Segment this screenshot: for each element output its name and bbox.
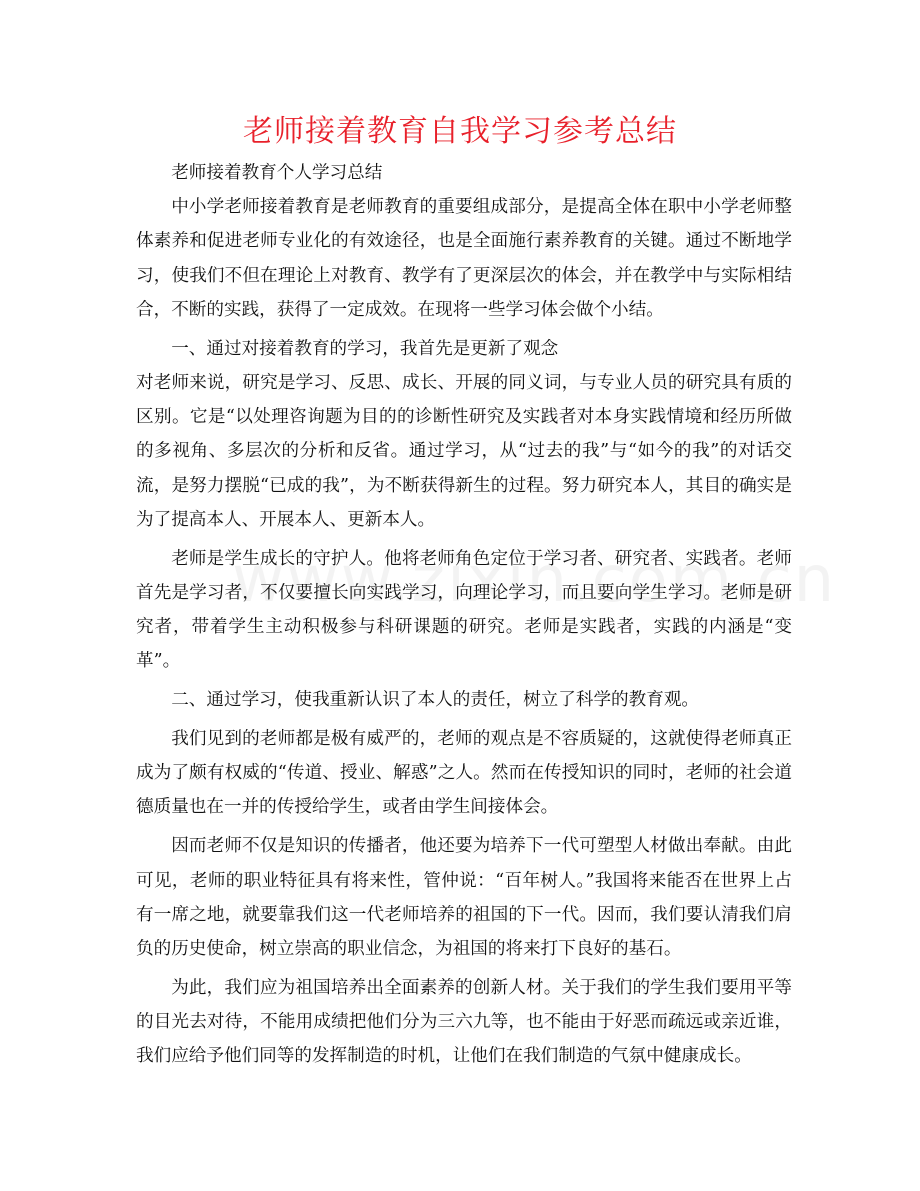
document-title: 老师接着教育自我学习参考总结 [243, 114, 677, 149]
body-paragraph: 为此，我们应为祖国培养出全面素养的创新人材。关于我们的学生我们要用平等的目光去对待，不能用成绩把他们分为三六九等，也不能由于好恶而疏远或亲近谁，我们应给予他们同等的发挥制造的时机，让他们在我们制造的气氛中健康成长。 [136, 977, 792, 1067]
body-paragraph: 中小学老师接着教育是老师教育的重要组成部分，是提高全体在职中小学老师整体素养和促进老师专业化的有效途径，也是全面施行素养教育的关键。通过不断地学习，使我们不但在理论上对教育、教学有了更深层次的体会，并在教学中与实际相结合，不断的实践，获得了一定成效。在现将一些学习体会做个小结。 [136, 197, 792, 320]
section-heading-2: 二、通过学习，使我重新认识了本人的责任，树立了科学的教育观。 [171, 690, 700, 711]
body-paragraph: 我们见到的老师都是极有威严的，老师的观点是不容质疑的，这就使得老师真正成为了颇有权威的“传道、授业、解惑”之人。然而在传授知识的同时，老师的社会道德质量也在一并的传授给学生，或者由学生间接体会。 [136, 729, 792, 818]
document-body [136, 156, 792, 1078]
body-paragraph: 对老师来说，研究是学习、反思、成长、开展的同义词，与专业人员的研究具有质的区别。它是“以处理咨询题为目的的诊断性研究及实践者对本身实践情境和经历所做的多视角、多层次的分析和反省。通过学习，从“过去的我”与“如今的我”的对话交流，是努力摆脱“已成的我”，为不断获得新生的过程。努力研究本人，其目的确实是为了提高本人、开展本人、更新本人。 [136, 372, 792, 530]
section-heading-1: 一、通过对接着教育的学习，我首先是更新了观念 [171, 338, 559, 359]
body-paragraph: 因而老师不仅是知识的传播者，他还要为培养下一代可塑型人材做出奉献。由此可见，老师的职业特征具有将来性，管仲说：“百年树人。”我国将来能否在世界上占有一席之地，就要靠我们这一代老师培养的祖国的下一代。因而，我们要认清我们肩负的历史使命，树立崇高的职业信念，为祖国的将来打下良好的基石。 [136, 836, 792, 959]
subtitle-paragraph: 老师接着教育个人学习总结 [171, 163, 383, 183]
body-paragraph: 老师是学生成长的守护人。他将老师角色定位于学习者、研究者、实践者。老师首先是学习者，不仅要擅长向实践学习，向理论学习，而且要向学生学习。老师是研究者，带着学生主动积极参与科研课题的研究。老师是实践者，实践的内涵是“变革”。 [136, 548, 792, 672]
